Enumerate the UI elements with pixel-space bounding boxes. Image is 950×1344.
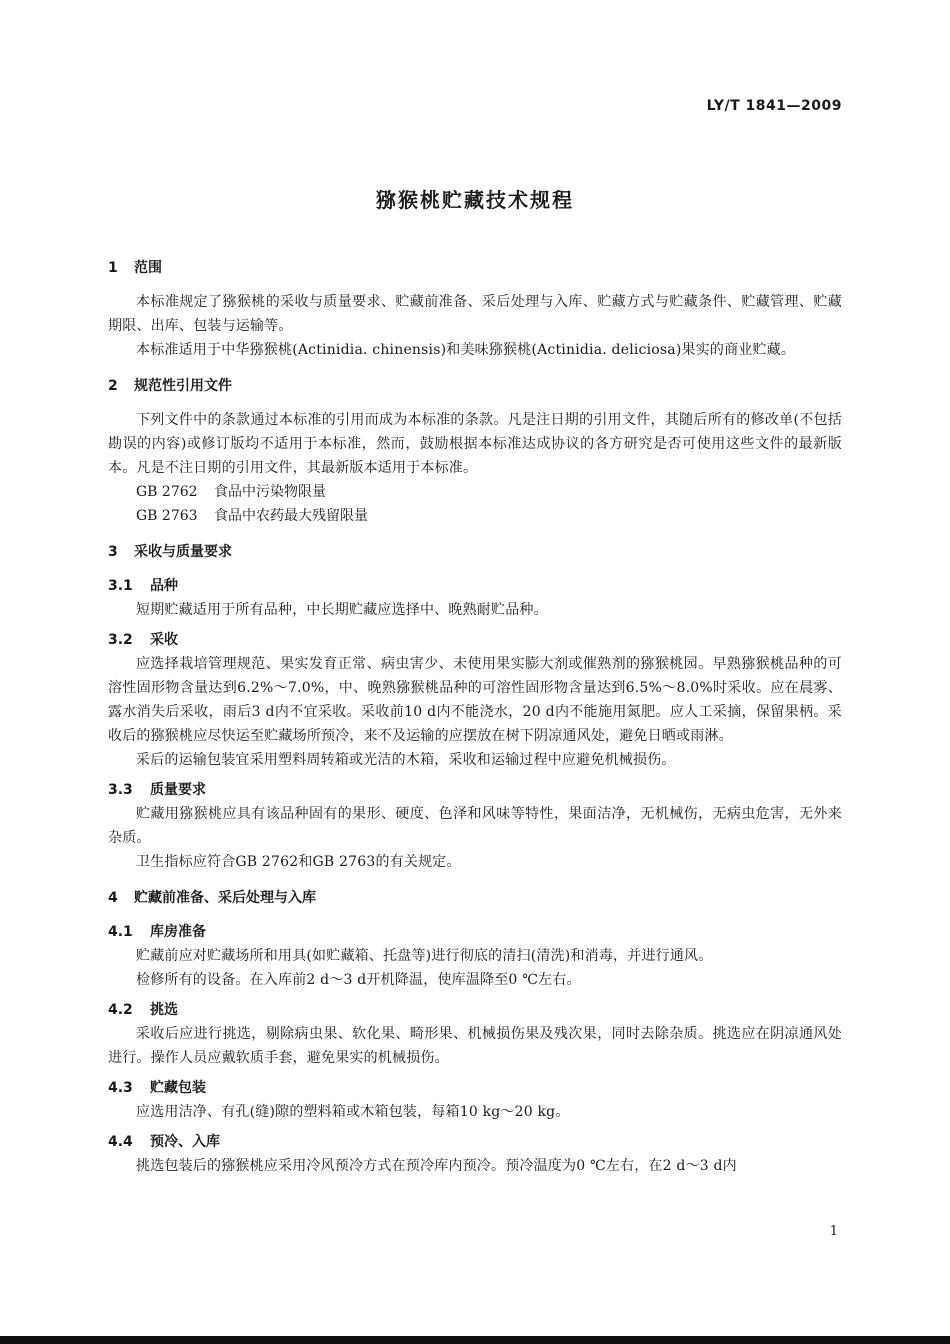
paragraph: 应选择栽培管理规范、果实发育正常、病虫害少、未使用果实膨大剂或催熟剂的猕猴桃园。早熟猕猴桃品种的可溶性固形物含量达到6.2%～7.0%，中、晚熟猕猴桃品种的可溶性固形物含量达到6.5%～8.0%时采收。应在晨雾、露水消失后采收，雨后3 d内不宜采收。采收前10 d内不能浇水，20 d内不能施用氮肥。应人工采摘，保留果柄。采收后的猕猴桃应尽快运至贮藏场所预冷，来不及运输的应摆放在树下阴凉通风处，避免日晒或雨淋。 [108,656,842,744]
document-title: 猕猴桃贮藏技术规程 [376,188,574,212]
section-heading-2: 2 规范性引用文件 [108,378,232,394]
reference-item: GB 2763 食品中农药最大残留限量 [136,508,368,524]
subsection-heading-4-3: 4.3 贮藏包装 [108,1080,206,1096]
subsection-heading-4-4: 4.4 预冷、入库 [108,1134,220,1150]
paragraph: 贮藏前应对贮藏场所和用具(如贮藏箱、托盘等)进行彻底的清扫(清洗)和消毒，并进行通风。 [136,948,713,964]
paragraph: 贮藏用猕猴桃应具有该品种固有的果形、硬度、色泽和风味等特性，果面洁净，无机械伤，无病虫危害，无外来杂质。 [108,806,842,846]
subsection-heading-3-3: 3.3 质量要求 [108,782,206,798]
paragraph: 下列文件中的条款通过本标准的引用而成为本标准的条款。凡是注日期的引用文件，其随后所有的修改单(不包括勘误的内容)或修订版均不适用于本标准，然而，鼓励根据本标准达成协议的各方研究是否可使用这些文件的最新版本。凡是不注日期的引用文件，其最新版本适用于本标准。 [108,412,842,476]
paragraph: 采收后应进行挑选，剔除病虫果、软化果、畸形果、机械损伤果及残次果，同时去除杂质。挑选应在阴凉通风处进行。操作人员应戴软质手套，避免果实的机械损伤。 [108,1026,842,1066]
section-heading-1: 1 范围 [108,260,162,276]
standard-code: LY/T 1841—2009 [706,98,842,114]
paragraph: 本标准规定了猕猴桃的采收与质量要求、贮藏前准备、采后处理与入库、贮藏方式与贮藏条件、贮藏管理、贮藏期限、出库、包装与运输等。 [108,294,842,334]
section-heading-4: 4 贮藏前准备、采后处理与入库 [108,890,316,906]
subsection-heading-4-1: 4.1 库房准备 [108,924,206,940]
paragraph: 应选用洁净、有孔(缝)隙的塑料箱或木箱包装，每箱10 kg～20 kg。 [136,1104,570,1120]
paragraph: 本标准适用于中华猕猴桃(Actinidia. chinensis)和美味猕猴桃(Actinidia. deliciosa)果实的商业贮藏。 [136,342,796,358]
document-body [108,256,842,1178]
section-heading-3: 3 采收与质量要求 [108,544,232,560]
paragraph: 检修所有的设备。在入库前2 d～3 d开机降温，使库温降至0 ℃左右。 [136,972,581,988]
subsection-heading-3-1: 3.1 品种 [108,578,178,594]
page-number: 1 [829,1224,838,1239]
subsection-heading-4-2: 4.2 挑选 [108,1002,178,1018]
paragraph: 卫生指标应符合GB 2762和GB 2763的有关规定。 [136,854,461,870]
paragraph: 采后的运输包装宜采用塑料周转箱或光洁的木箱，采收和运输过程中应避免机械损伤。 [136,752,676,768]
page-bottom-bar [0,1336,950,1344]
reference-item: GB 2762 食品中污染物限量 [136,484,326,500]
paragraph: 短期贮藏适用于所有品种，中长期贮藏应选择中、晚熟耐贮品种。 [136,602,548,618]
subsection-heading-3-2: 3.2 采收 [108,632,178,648]
paragraph: 挑选包装后的猕猴桃应采用冷风预冷方式在预冷库内预冷。预冷温度为0 ℃左右，在2 d～3 d内 [136,1158,737,1174]
